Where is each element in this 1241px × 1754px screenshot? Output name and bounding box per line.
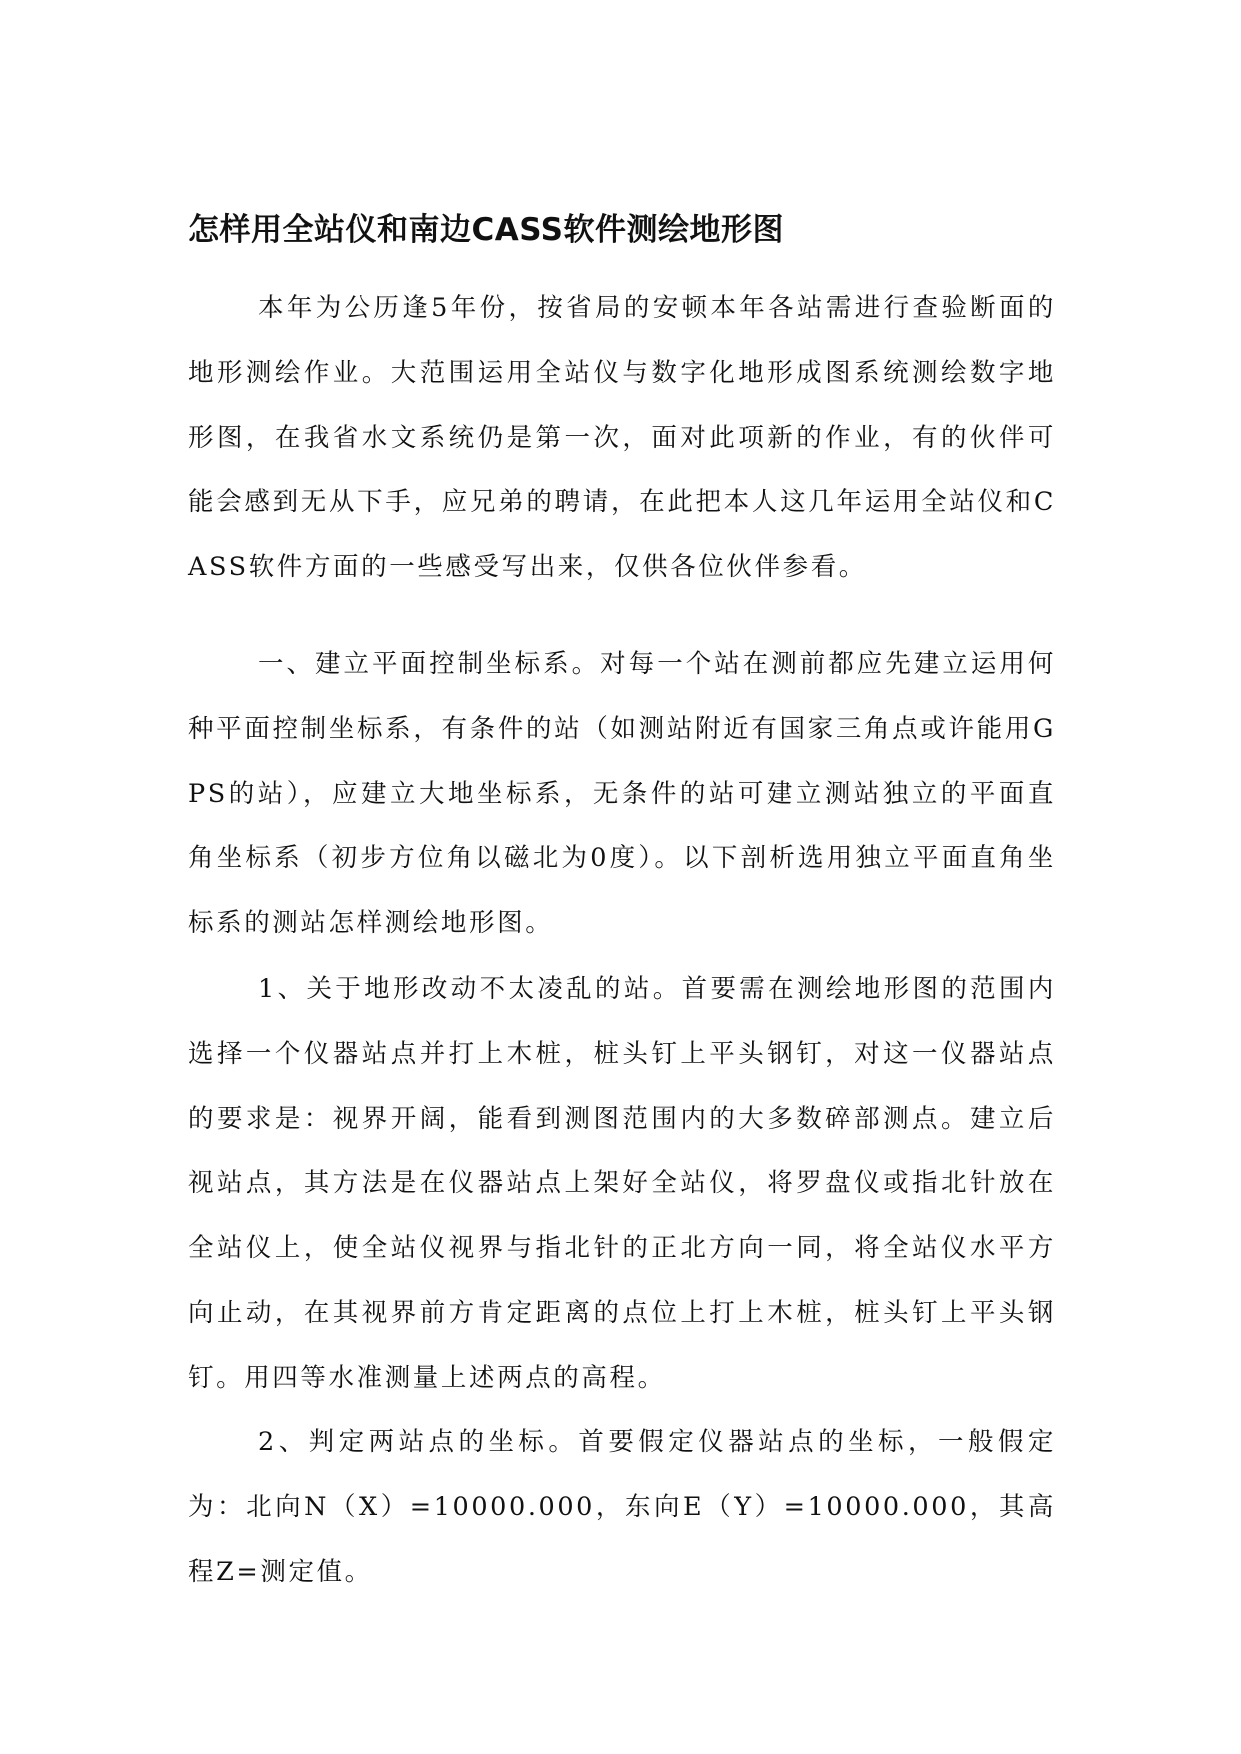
- paragraph-step-2: 2、判定两站点的坐标。首要假定仪器站点的坐标，一般假定为：北向N（X）=10000.000，东向E（Y）=10000.000，其高程Z=测定值。: [188, 1427, 1056, 1587]
- paragraph-intro: 本年为公历逢5年份，按省局的安顿本年各站需进行查验断面的地形测绘作业。大范围运用全站仪与数字化地形成图系统测绘数字地形图，在我省水文系统仍是第一次，面对此项新的作业，有的伙伴可能会感到无从下手，应兄弟的聘请，在此把本人这几年运用全站仪和CASS软件方面的一些感受写出来，仅供各位伙伴参看。: [188, 293, 1056, 583]
- paragraph-step-1: 1、关于地形改动不太凌乱的站。首要需在测绘地形图的范围内选择一个仪器站点并打上木桩，桩头钉上平头钢钉，对这一仪器站点的要求是：视界开阔，能看到测图范围内的大多数碎部测点。建立后视站点，其方法是在仪器站点上架好全站仪，将罗盘仪或指北针放在全站仪上，使全站仪视界与指北针的正北方向一同，将全站仪水平方向止动，在其视界前方肯定距离的点位上打上木桩，桩头钉上平头钢钉。用四等水准测量上述两点的高程。: [188, 974, 1056, 1393]
- document-title: 怎样用全站仪和南边CASS软件测绘地形图: [188, 212, 785, 248]
- paragraph-section-1: 一、建立平面控制坐标系。对每一个站在测前都应先建立运用何种平面控制坐标系，有条件的站（如测站附近有国家三角点或许能用GPS的站），应建立大地坐标系，无条件的站可建立测站独立的平面直角坐标系（初步方位角以磁北为0度）。以下剖析选用独立平面直角坐标系的测站怎样测绘地形图。: [188, 649, 1056, 939]
